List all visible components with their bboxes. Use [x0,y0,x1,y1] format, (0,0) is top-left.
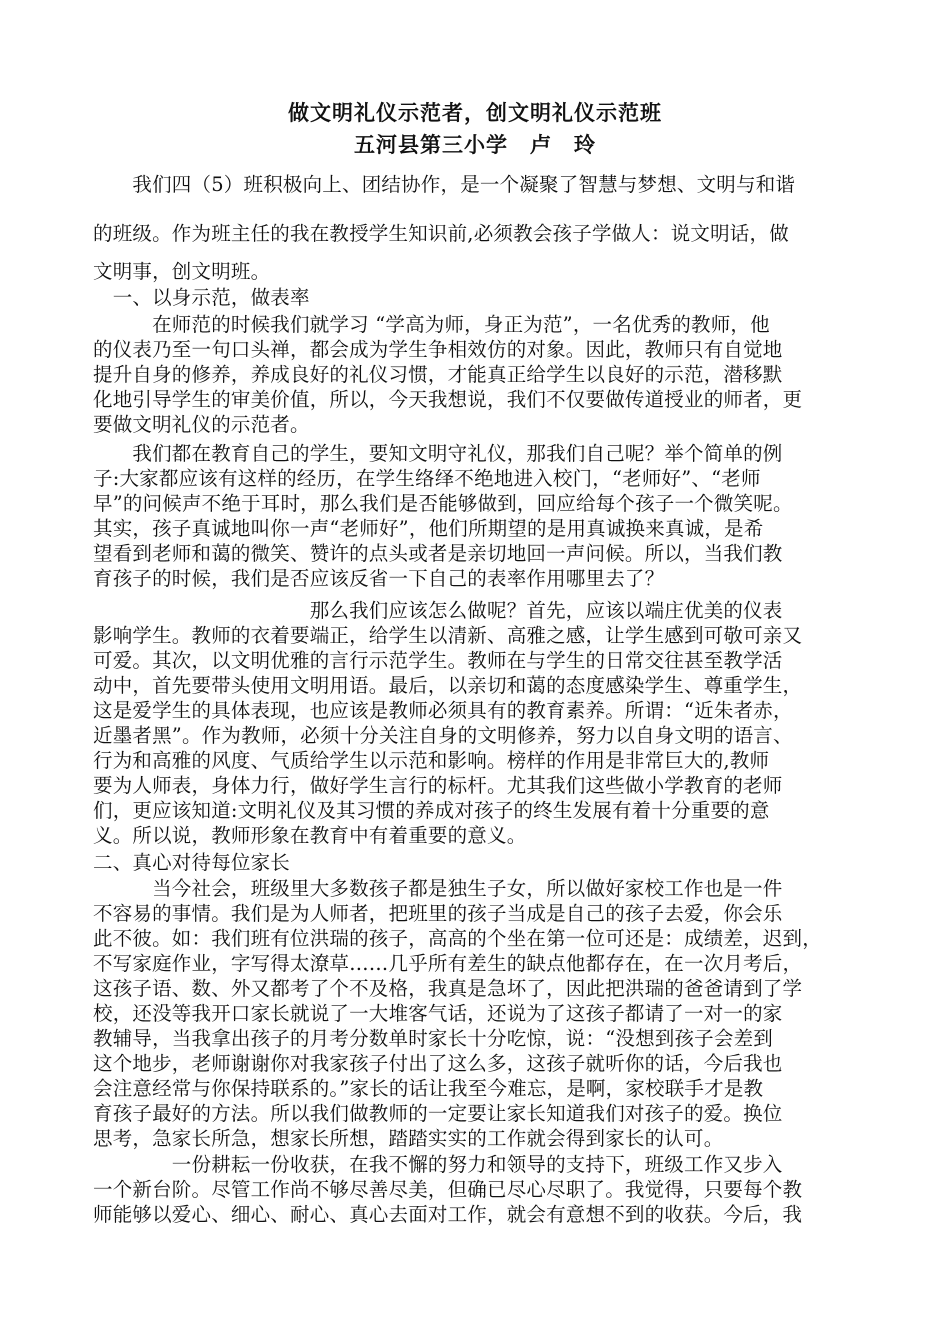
body-line: 提升自身的修养，养成良好的礼仪习惯，才能真正给学生以良好的示范，潜移默 [93,363,783,386]
body-line: 那么我们应该怎么做呢？首先，应该以端庄优美的仪表 [93,599,783,622]
body-line: 的班级。作为班主任的我在教授学生知识前,必须教会孩子学做人：说文明话，做 [93,222,789,245]
body-line: 义。所以说，教师形象在教育中有着重要的意义。 [93,824,527,847]
body-line: 要做文明礼仪的示范者。 [93,413,310,436]
body-line: 近墨者黑”。作为教师，必须十分关注自身的文明修养，努力以自身文明的语言、 [93,724,793,747]
body-line: 这个地步，老师谢谢你对我家孩子付出了这么多，这孩子就听你的话，今后我也 [93,1052,783,1075]
body-line: 我们四（5）班积极向上、团结协作，是一个凝聚了智慧与梦想、文明与和谐 [93,173,796,196]
body-line: 这是爱学生的具体表现，也应该是教师必须具有的教育素养。所谓：“近朱者赤， [93,699,793,722]
body-line: 师能够以爱心、细心、耐心、真心去面对工作，就会有意想不到的收获。今后，我 [93,1203,803,1226]
body-line: 教辅导，当我拿出孩子的月考分数单时家长十分吃惊，说：“没想到孩子会差到 [93,1027,773,1050]
body-line: 其实，孩子真诚地叫你一声“老师好”，他们所期望的是用真诚换来真诚，是希 [93,517,764,540]
body-line: 们，更应该知道:文明礼仪及其习惯的养成对孩子的终生发展有着十分重要的意 [93,799,770,822]
body-line: 我们都在教育自己的学生，要知文明守礼仪，那我们自己呢？举个简单的例 [93,442,783,465]
body-line: 二、真心对待每位家长 [93,851,291,874]
body-line: 动中，首先要带头使用文明用语。最后，以亲切和蔼的态度感染学生、尊重学生， [93,674,803,697]
body-line: 可爱。其次，以文明优雅的言行示范学生。教师在与学生的日常交往甚至教学活 [93,649,783,672]
body-line: 一个新台阶。尽管工作尚不够尽善尽美，但确已尽心尽职了。我觉得，只要每个教 [93,1178,803,1201]
body-line: 早”的问候声不绝于耳时，那么我们是否能够做到，回应给每个孩子一个微笑呢。 [93,492,793,515]
body-line: 不容易的事情。我们是为人师者，把班里的孩子当成是自己的孩子去爱，你会乐 [93,902,783,925]
body-line: 校，还没等我开口家长就说了一大堆客气话，还说为了这孩子都请了一对一的家 [93,1002,783,1025]
body-line: 在师范的时候我们就学习 “学高为师，身正为范”，一名优秀的教师，他 [93,313,770,336]
body-line: 行为和高雅的风度、气质给学生以示范和影响。榜样的作用是非常巨大的,教师 [93,749,770,772]
body-line: 要为人师表，身体力行，做好学生言行的标杆。尤其我们这些做小学教育的老师 [93,774,783,797]
body-line: 会注意经常与你保持联系的。”家长的话让我至今难忘，是啊，家校联手才是教 [93,1077,764,1100]
body-line: 这孩子语、数、外又都考了个不及格，我真是急坏了，因此把洪瑞的爸爸请到了学 [93,977,803,1000]
body-line: 育孩子最好的方法。所以我们做教师的一定要让家长知道我们对孩子的爱。换位 [93,1102,783,1125]
body-line: 影响学生。教师的衣着要端正，给学生以清新、高雅之感，让学生感到可敬可亲又 [93,624,803,647]
body-line: 子:大家都应该有这样的经历，在学生络绎不绝地进入校门，“老师好”、“老师 [93,467,761,490]
body-line: 的仪表乃至一句口头禅，都会成为学生争相效仿的对象。因此，教师只有自觉地 [93,338,783,361]
author-line: 五河县第三小学 卢 玲 [354,133,596,157]
body-line: 化地引导学生的审美价值，所以，今天我想说，我们不仅要做传道授业的师者，更 [93,388,803,411]
body-line: 此不彼。如：我们班有位洪瑞的孩子，高高的个坐在第一位可还是：成绩差，迟到， [93,927,822,950]
body-line: 育孩子的时候，我们是否应该反省一下自己的表率作用哪里去了？ [93,567,665,590]
body-line: 当今社会，班级里大多数孩子都是独生子女，所以做好家校工作也是一件 [93,877,783,900]
body-line: 望看到老师和蔼的微笑、赞许的点头或者是亲切地回一声问候。所以，当我们教 [93,542,783,565]
body-line: 一份耕耘一份收获，在我不懈的努力和领导的支持下，班级工作又步入 [93,1153,783,1176]
document-title: 做文明礼仪示范者，创文明礼仪示范班 [288,101,662,125]
body-line: 不写家庭作业，字写得太潦草……几乎所有差生的缺点他都存在，在一次月考后， [93,952,803,975]
body-line: 文明事，创文明班。 [93,260,271,283]
body-line: 思考，急家长所急，想家长所想，踏踏实实的工作就会得到家长的认可。 [93,1127,724,1150]
body-line: 一、以身示范，做表率 [93,286,310,309]
